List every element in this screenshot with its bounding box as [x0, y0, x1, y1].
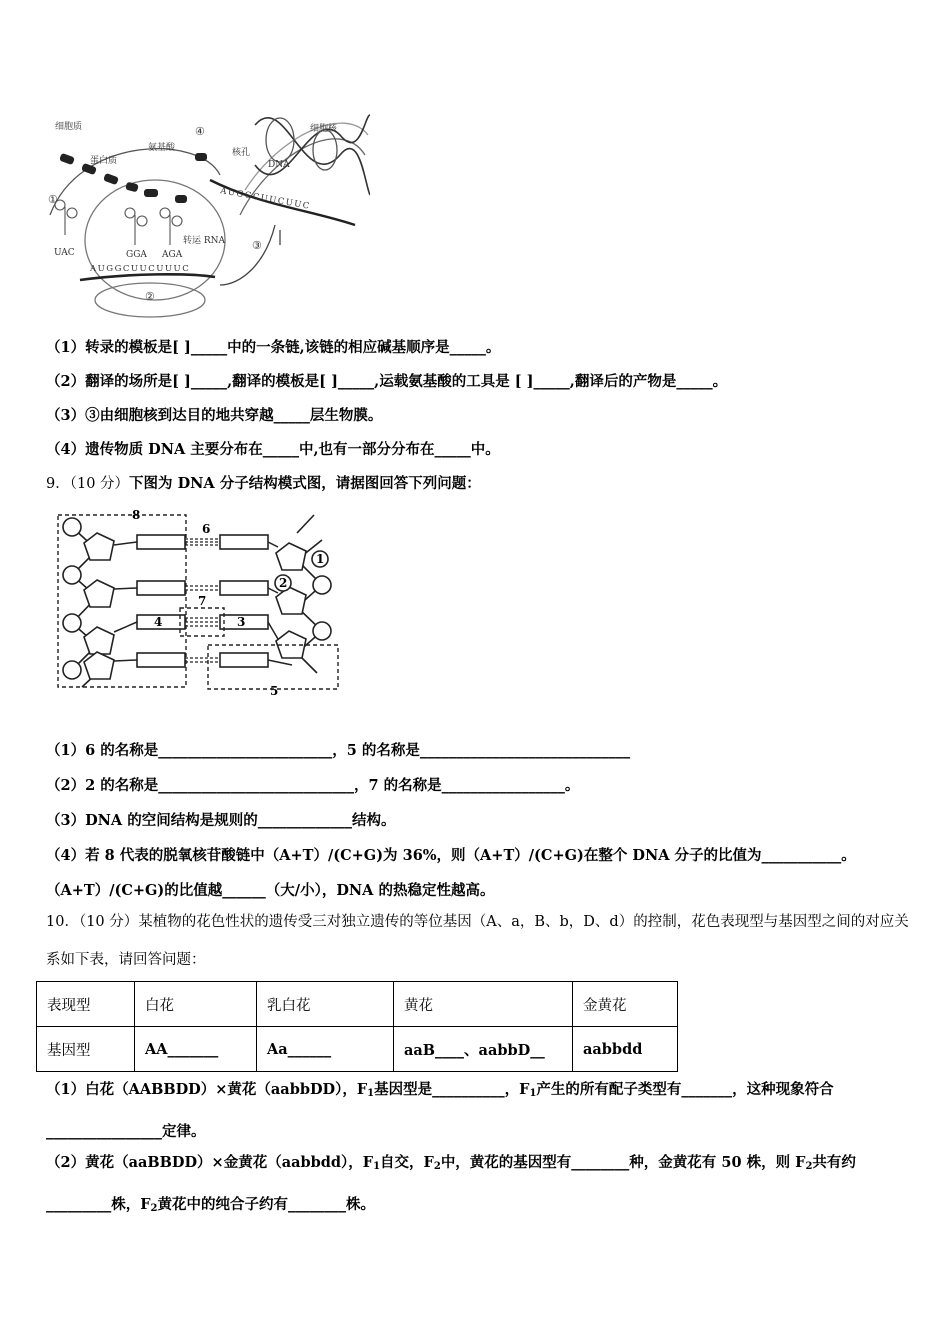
- label-trna: 转运 RNA: [183, 236, 226, 246]
- dna-label-5: 5: [270, 684, 279, 695]
- q10-intro: 10．（10 分）某植物的花色性状的遗传受三对独立遗传的等位基因（A、a，B、b，D、d）的控制，花色表现型与基因型之间的对应关系如下表，请回答问题：: [46, 914, 909, 968]
- q9-part2: （2）2 的名称是___________________________，7 的名称是_________________。: [46, 777, 580, 794]
- label-uac: UAC: [54, 248, 75, 258]
- table-cell: 基因型: [37, 1027, 135, 1072]
- label-amino-acid: 氨基酸: [148, 143, 176, 153]
- marker-4: ④: [195, 125, 205, 138]
- table-cell: aaB____、aabbD__: [394, 1027, 573, 1072]
- q10-part1: （1）白花（AABBDD）×黄花（aabbDD），$F_1$基因型是__________，$F_1$产生的所有配子类型有_______，这种现象符合________________定律。: [46, 1081, 834, 1140]
- q9-title: 下图为 DNA 分子结构模式图，请据图回答下列问题：: [129, 475, 481, 492]
- label-protein: 蛋白质: [90, 156, 118, 166]
- label-aga: AGA: [162, 250, 183, 260]
- q10-part2: （2）黄花（aaBBDD）×金黄花（aabbdd），$F_1$自交，$F_2$中，黄花的基因型有________种，金黄花有 50 株，则 $F_2$共有约_________株，$F_2$黄花中的纯合子约有________株。: [46, 1154, 856, 1214]
- label-cytoplasm: 细胞质: [55, 122, 83, 132]
- dna-structure-diagram: [52, 505, 344, 695]
- q9-part3: （3）DNA 的空间结构是规则的_____________结构。: [46, 812, 396, 829]
- dna-label-2: 2: [279, 576, 288, 590]
- q9-part5: （A+T）/(C+G)的比值越______（大/小），DNA 的热稳定性越高。: [46, 882, 495, 899]
- q8-part4: （4）遗传物质 DNA 主要分布在_____中,也有一部分分布在_____中。: [46, 441, 500, 458]
- label-mrna-top: AUGGCUUCUUC: [219, 186, 312, 212]
- label-nucleus: 细胞核: [310, 124, 338, 134]
- dna-label-6: 6: [202, 522, 211, 536]
- transcription-translation-figure: [40, 95, 370, 320]
- table-row: [37, 982, 678, 1027]
- table-header-cell: 白花: [135, 982, 257, 1027]
- label-gga: GGA: [126, 250, 147, 260]
- q8-part1: （1）转录的模板是[ ]_____中的一条链,该链的相应碱基顺序是_____。: [46, 339, 501, 356]
- q9-heading: [46, 472, 481, 493]
- dna-label-3: 3: [237, 615, 246, 629]
- q9-part1: （1）6 的名称是________________________，5 的名称是_____________________________: [46, 742, 631, 759]
- dna-label-1: 1: [316, 552, 325, 566]
- q9-part4: （4）若 8 代表的脱氧核苷酸链中（A+T）/(C+G)为 36%，则（A+T）/(C+G)在整个 DNA 分子的比值为___________。: [46, 847, 856, 864]
- table-cell: AA_______: [135, 1027, 257, 1072]
- table-header-cell: 金黄花: [573, 982, 678, 1027]
- marker-2: ②: [145, 290, 155, 303]
- table-header-cell: 乳白花: [257, 982, 394, 1027]
- table-cell: aabbdd: [573, 1027, 678, 1072]
- dna-label-4: 4: [154, 615, 163, 629]
- dna-label-8: 8: [132, 508, 141, 522]
- table-header-cell: 黄花: [394, 982, 573, 1027]
- q9-number: 9．（10 分）: [46, 476, 130, 492]
- label-mrna-bottom: AUGGCUUCUUUC: [90, 264, 191, 274]
- table-header-cell: 表现型: [37, 982, 135, 1027]
- label-nuclear-pore: 核孔: [232, 148, 251, 158]
- dna-label-7: 7: [198, 594, 207, 608]
- phenotype-genotype-table: [36, 981, 678, 1072]
- label-dna: DNA: [268, 160, 290, 170]
- marker-1: ①: [48, 193, 58, 206]
- table-row: [37, 1027, 678, 1072]
- q8-part3: （3）③由细胞核到达目的地共穿越_____层生物膜。: [46, 407, 383, 424]
- q8-part2: （2）翻译的场所是[ ]_____,翻译的模板是[ ]_____,运载氨基酸的工具是 [ ]_____,翻译后的产物是_____。: [46, 373, 728, 390]
- table-cell: Aa______: [257, 1027, 394, 1072]
- marker-3: ③: [252, 239, 262, 252]
